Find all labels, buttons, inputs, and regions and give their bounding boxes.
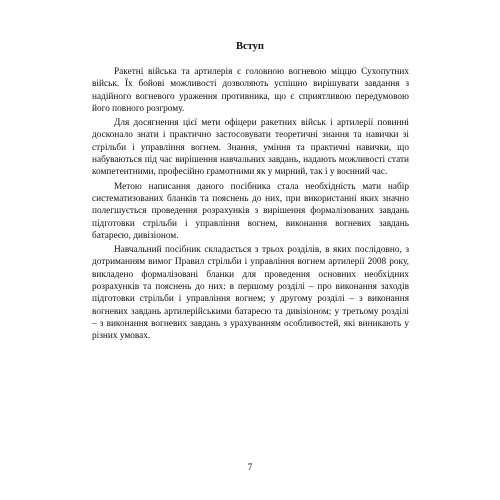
body-text	[92, 66, 409, 345]
paragraph-3: Метою написання даного посібника стала необхідність мати набір систематизованих бланків та пояснень до них, при використанні яких значно полегшується проведення розрахунків з вирішення формалізованих завдань підготовки стрільби і управління вогнем, виконання вогневих завдань батареєю, дивізіоном.	[92, 181, 409, 241]
paragraph-1: Ракетні війська та артилерія є головною вогневою міццю Сухопутних військ. Їх бойові можливості дозволяють успішно вирішувати завдання з надійного вогневого ураження противника, що є сприятливою передумовою його повного розгрому.	[92, 67, 409, 114]
paragraph-2: Для досягнення цієї мети офіцери ракетних військ і артилерії повинні досконало знати і практично застосовувати теоретичні знання та навички зі стрільби і управління вогнем. Знання, уміння та практичні навички, що набуваються під час вирішення навчальних завдань, надають можливості стати компетентними, професійно грамотними як у мирний, так і у воєнний час.	[92, 118, 409, 178]
page-title: Вступ	[236, 41, 264, 52]
page-number: 7	[247, 463, 253, 473]
paragraph-4: Навчальний посібник складається з трьох розділів, в яких послідовно, з дотриманням вимог Правил стрільби і управління вогнем артилерії 2008 року, викладено формалізовані бланки для проведення основних необхідних розрахунків та пояснень до них: в першому розділі – про виконання заходів підготовки стрільби і управління вогнем; у другому розділі – з виконання вогневих завдань артилерійськими батареєю та дивізіоном; у третьому розділі – з виконання вогневих завдань з урахуванням особливостей, які виникають у різних умовах.	[92, 245, 409, 342]
